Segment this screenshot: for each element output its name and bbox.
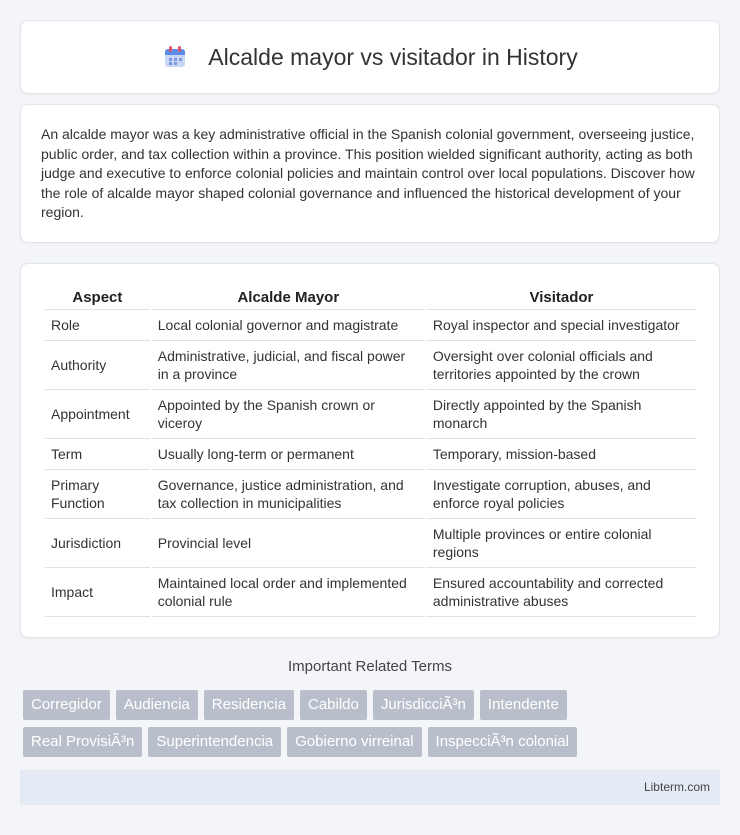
comparison-card [20, 263, 720, 638]
tag-inspeccion-colonial[interactable]: InspecciÃ³n colonial [428, 727, 577, 757]
row-aspect: Term [45, 439, 150, 470]
intro-paragraph: An alcalde mayor was a key administrative official in the Spanish colonial government, overseeing justice, public order, and tax collection within a province. This position wielded significant authority, acting as both judge and executive to enforce colonial policies and maintain control over local populations. Discover how the role of alcalde mayor shaped colonial governance and influenced the historical development of your region. [41, 126, 695, 221]
tag-row [23, 690, 713, 720]
header-alcalde-mayor: Alcalde Mayor [152, 282, 425, 310]
row-aspect: Appointment [45, 390, 150, 439]
related-terms-tags [23, 690, 713, 764]
table-row [45, 519, 696, 568]
row-alcalde-mayor: Provincial level [152, 519, 425, 568]
table-row [45, 568, 696, 617]
header-aspect: Aspect [45, 282, 150, 310]
tag-superintendencia[interactable]: Superintendencia [148, 727, 281, 757]
table-row [45, 310, 696, 341]
tag-jurisdiccion[interactable]: JurisdicciÃ³n [373, 690, 474, 720]
footer [20, 770, 720, 805]
row-aspect: Jurisdiction [45, 519, 150, 568]
footer-link[interactable]: Libterm.com [643, 780, 710, 794]
header-visitador: Visitador [427, 282, 696, 310]
tag-gobierno-virreinal[interactable]: Gobierno virreinal [287, 727, 421, 757]
table-row [45, 390, 696, 439]
row-alcalde-mayor: Governance, justice administration, and tax collection in municipalities [152, 470, 425, 519]
tag-row [23, 727, 713, 757]
row-alcalde-mayor: Usually long-term or permanent [152, 439, 425, 470]
tag-audiencia[interactable]: Audiencia [116, 690, 198, 720]
table-header-row [45, 282, 696, 310]
title-card [20, 20, 720, 94]
tag-residencia[interactable]: Residencia [204, 690, 294, 720]
page-title: Alcalde mayor vs visitador in History [208, 43, 578, 70]
row-visitador: Temporary, mission-based [427, 439, 696, 470]
intro-card [20, 104, 720, 243]
row-visitador: Directly appointed by the Spanish monarch [427, 390, 696, 439]
tag-corregidor[interactable]: Corregidor [23, 690, 110, 720]
row-aspect: Role [45, 310, 150, 341]
row-visitador: Ensured accountability and corrected administrative abuses [427, 568, 696, 617]
row-visitador: Oversight over colonial officials and territories appointed by the crown [427, 341, 696, 390]
tag-cabildo[interactable]: Cabildo [300, 690, 367, 720]
row-aspect: Primary Function [45, 470, 150, 519]
row-visitador: Investigate corruption, abuses, and enforce royal policies [427, 470, 696, 519]
calendar-icon [162, 44, 188, 70]
table-row [45, 470, 696, 519]
tag-real-provision[interactable]: Real ProvisiÃ³n [23, 727, 142, 757]
comparison-table [43, 282, 698, 617]
row-alcalde-mayor: Maintained local order and implemented colonial rule [152, 568, 425, 617]
row-alcalde-mayor: Local colonial governor and magistrate [152, 310, 425, 341]
tag-intendente[interactable]: Intendente [480, 690, 567, 720]
table-row [45, 341, 696, 390]
related-terms-title: Important Related Terms [288, 658, 452, 675]
row-visitador: Multiple provinces or entire colonial regions [427, 519, 696, 568]
row-aspect: Impact [45, 568, 150, 617]
row-aspect: Authority [45, 341, 150, 390]
row-alcalde-mayor: Administrative, judicial, and fiscal power in a province [152, 341, 425, 390]
table-row [45, 439, 696, 470]
row-alcalde-mayor: Appointed by the Spanish crown or viceroy [152, 390, 425, 439]
row-visitador: Royal inspector and special investigator [427, 310, 696, 341]
